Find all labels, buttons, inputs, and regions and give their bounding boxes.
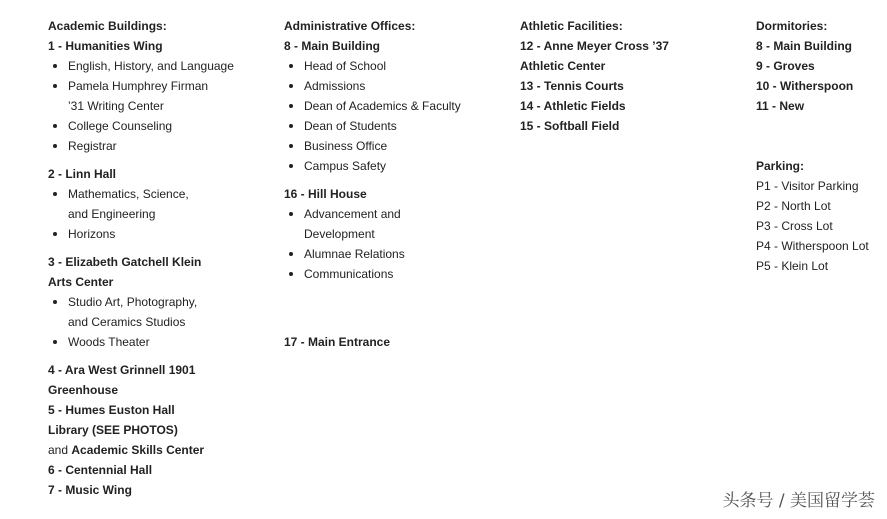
building-7-title: 7 - Music Wing	[48, 483, 132, 497]
building-3-title: 3 - Elizabeth Gatchell Klein	[48, 255, 202, 269]
academic-buildings-heading: Academic Buildings:	[48, 19, 167, 33]
building-1-title: 1 - Humanities Wing	[48, 39, 163, 53]
list-item: Campus Safety	[284, 156, 504, 176]
building-5-title-cont: and Academic Skills Center	[48, 443, 205, 457]
list-item: Pamela Humphrey Firman	[48, 76, 268, 96]
list-item: Mathematics, Science,	[48, 184, 268, 204]
building-16-title: 16 - Hill House	[284, 187, 367, 201]
parking-item: P3 - Cross Lot	[756, 219, 833, 233]
parking-item: P5 - Klein Lot	[756, 259, 829, 273]
athletic-facilities-column	[520, 16, 740, 136]
building-14-title: 14 - Athletic Fields	[520, 99, 626, 113]
building-3-title-cont: Arts Center	[48, 275, 114, 289]
list-item-continuation: ’31 Writing Center	[68, 99, 164, 113]
list-item-continuation: and Ceramics Studios	[68, 315, 186, 329]
list-item: Alumnae Relations	[284, 244, 504, 264]
building-8-title: 8 - Main Building	[284, 39, 380, 53]
dorm-item: 10 - Witherspoon	[756, 79, 854, 93]
building-4-title-cont: Greenhouse	[48, 383, 119, 397]
administrative-offices-column	[284, 16, 504, 352]
building-13-title: 13 - Tennis Courts	[520, 79, 624, 93]
parking-item: P2 - North Lot	[756, 199, 831, 213]
list-item: English, History, and Language	[48, 56, 268, 76]
dorm-item: 8 - Main Building	[756, 39, 852, 53]
building-2-title: 2 - Linn Hall	[48, 167, 117, 181]
watermark: 头条号 / 美国留学荟	[722, 491, 875, 511]
dormitories-column	[756, 16, 881, 276]
list-item: Horizons	[48, 224, 268, 244]
building-6-title: 6 - Centennial Hall	[48, 463, 153, 477]
list-item-continuation: and Engineering	[68, 207, 156, 221]
parking-item: P1 - Visitor Parking	[756, 179, 859, 193]
list-item: Woods Theater	[48, 332, 268, 352]
building-5-title: 5 - Humes Euston Hall	[48, 403, 175, 417]
list-item: College Counseling	[48, 116, 268, 136]
list-item: Business Office	[284, 136, 504, 156]
list-item: Studio Art, Photography,	[48, 292, 268, 312]
dorm-item: 9 - Groves	[756, 59, 815, 73]
parking-heading: Parking:	[756, 159, 805, 173]
academic-buildings-column	[48, 16, 268, 500]
athletic-facilities-heading: Athletic Facilities:	[520, 19, 623, 33]
building-15-title: 15 - Softball Field	[520, 119, 620, 133]
list-item: Registrar	[48, 136, 268, 156]
list-item: Dean of Students	[284, 116, 504, 136]
list-item: Head of School	[284, 56, 504, 76]
dormitories-heading: Dormitories:	[756, 19, 828, 33]
list-item: Advancement and	[284, 204, 504, 224]
building-17-title: 17 - Main Entrance	[284, 335, 391, 349]
building-4-title: 4 - Ara West Grinnell 1901	[48, 363, 196, 377]
building-12-title-cont: Athletic Center	[520, 59, 606, 73]
administrative-offices-heading: Administrative Offices:	[284, 19, 416, 33]
dorm-item: 11 - New	[756, 99, 805, 113]
list-item: Dean of Academics & Faculty	[284, 96, 504, 116]
building-5-see-photos-link[interactable]: Library (SEE PHOTOS)	[48, 423, 178, 437]
list-item: Admissions	[284, 76, 504, 96]
parking-item: P4 - Witherspoon Lot	[756, 239, 869, 253]
building-12-title: 12 - Anne Meyer Cross ’37	[520, 39, 669, 53]
list-item: Communications	[284, 264, 504, 284]
list-item-continuation: Development	[304, 227, 375, 241]
